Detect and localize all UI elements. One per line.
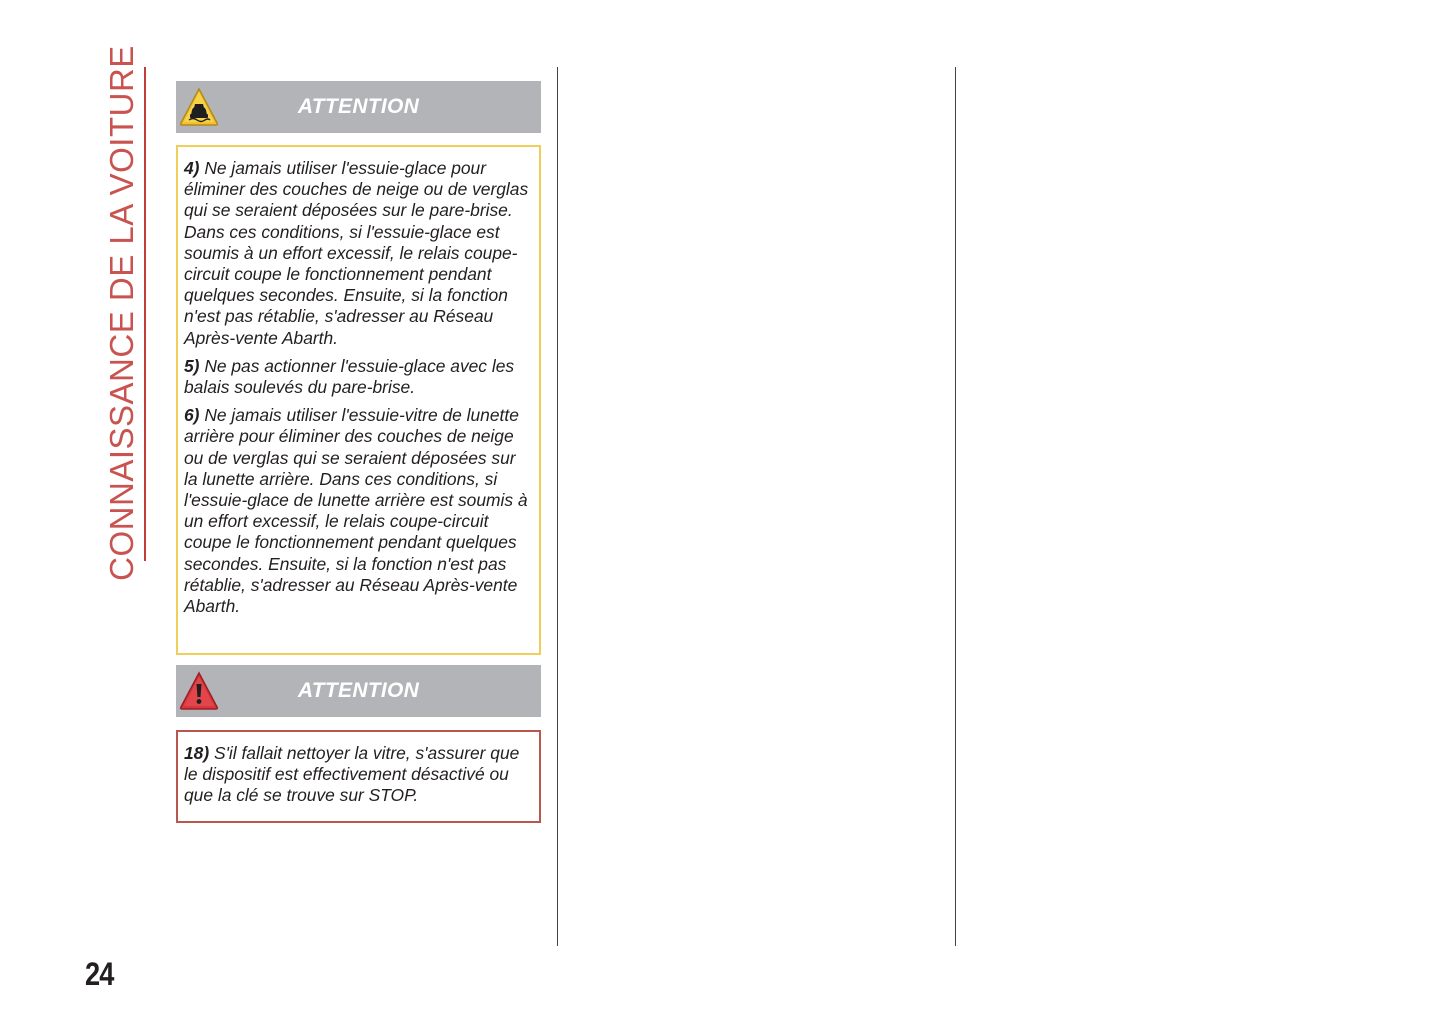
section-title-rule xyxy=(144,67,146,561)
warning-item: 4) Ne jamais utiliser l'essuie-glace pour éliminer des couches de neige ou de verglas qui se seraient déposées sur le pare-brise. Dans ces conditions, si l'essuie-glace est soumis à un effort excessif, le relais coupe-circuit coupe le fonctionnement pendant quelques secondes. Ensuite, si la fonction n'est pas rétablie, s'adresser au Réseau Après-vente Abarth. xyxy=(184,158,529,348)
column-divider xyxy=(955,67,956,946)
warning-item: 6) Ne jamais utiliser l'essuie-vitre de lunette arrière pour éliminer des couches de neige ou de verglas qui se seraient déposées sur la lunette arrière. Dans ces conditions, si l'essuie-glace de lunette arrière est soumis à un effort excessif, le relais coupe-circuit coupe le fonctionnement pendant quelques secondes. Ensuite, si la fonction n'est pas rétablie, s'adresser au Réseau Après-vente Abarth. xyxy=(184,405,528,617)
attention-box xyxy=(176,730,541,823)
warning-item: 5) Ne pas actionner l'essuie-glace avec les balais soulevés du pare-brise. xyxy=(184,355,515,398)
warning-item: 18) S'il fallait nettoyer la vitre, s'assurer que le dispositif est effectivement désactivé ou que la clé se trouve sur STOP. xyxy=(184,743,520,806)
attention-header xyxy=(176,665,541,717)
section-title: CONNAISSANCE DE LA VOITURE xyxy=(103,45,140,581)
attention-title: ATTENTION xyxy=(297,679,420,702)
attention-box xyxy=(176,145,541,655)
page-number: 24 xyxy=(85,956,114,992)
column-divider xyxy=(557,67,558,946)
attention-header xyxy=(176,81,541,133)
attention-title: ATTENTION xyxy=(297,95,420,118)
